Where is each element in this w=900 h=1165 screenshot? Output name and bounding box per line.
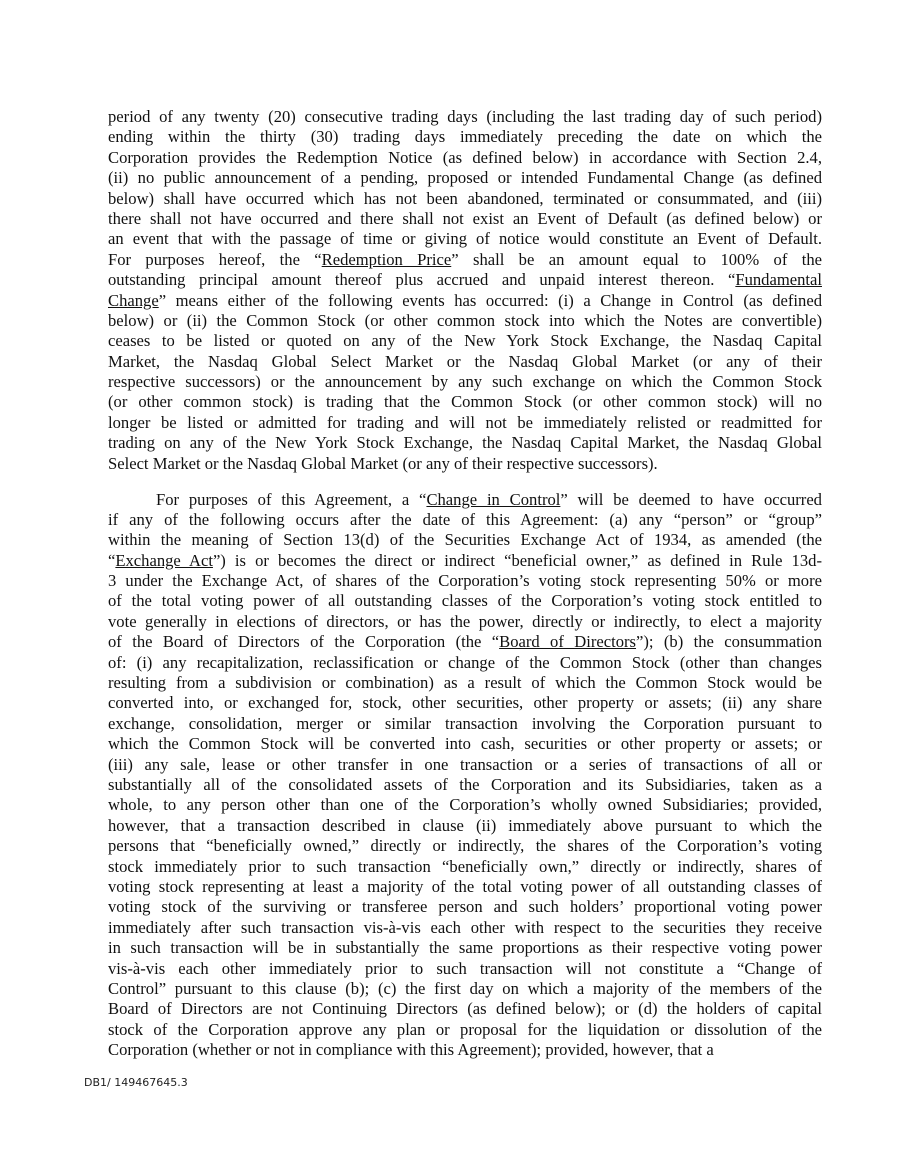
text-line <box>108 510 822 530</box>
text-line <box>108 189 822 209</box>
text-line <box>108 673 822 693</box>
text-line <box>108 897 822 917</box>
text-segment: ceases to be listed or quoted on any of the New York Stock Exchange, the Nasdaq Capital <box>108 331 822 351</box>
text-segment: For purposes of this Agreement, a “ <box>156 489 427 509</box>
text-segment: whole, to any person other than one of the Corporation’s wholly owned Subsidiaries; provided, <box>108 795 822 815</box>
text-segment: immediately after such transaction vis-à-vis each other with respect to the securities they receive <box>108 917 822 937</box>
text-line <box>108 372 822 392</box>
text-line <box>108 209 822 229</box>
text-line <box>108 877 822 897</box>
text-line <box>108 1040 822 1060</box>
text-segment: stock of the Corporation approve any plan or proposal for the liquidation or dissolution of the <box>108 1019 822 1039</box>
text-line <box>108 331 822 351</box>
text-segment: below) or (ii) the Common Stock (or other common stock into which the Notes are convertible) <box>108 310 822 330</box>
text-segment: ”) is or becomes the direct or indirect “beneficial owner,” as defined in Rule 13d- <box>212 550 822 570</box>
text-line <box>108 168 822 188</box>
text-line <box>108 795 822 815</box>
text-segment: ending within the thirty (30) trading days immediately preceding the date on which the <box>108 127 822 147</box>
text-segment: 3 under the Exchange Act, of shares of the Corporation’s voting stock representing 50% or more <box>108 571 822 591</box>
text-segment: “ <box>108 550 116 570</box>
defined-term: Redemption Price <box>321 249 452 269</box>
text-segment: converted into, or exchanged for, stock, other securities, other property or assets; (ii) any share <box>108 693 822 713</box>
text-segment: which the Common Stock will be converted into cash, securities or other property or assets; or <box>108 734 822 754</box>
text-line <box>108 250 822 270</box>
text-segment: ”); (b) the consummation <box>636 632 822 652</box>
defined-term: Exchange Act <box>115 550 213 570</box>
text-segment: if any of the following occurs after the date of this Agreement: (a) any “person” or “group” <box>108 509 822 529</box>
text-segment: longer be listed or admitted for trading and will not be immediately relisted or readmitted for <box>108 412 822 432</box>
text-line <box>108 454 822 474</box>
text-segment: trading on any of the New York Stock Exchange, the Nasdaq Capital Market, the Nasdaq Global <box>108 433 822 453</box>
text-line <box>108 392 822 412</box>
text-line <box>108 999 822 1019</box>
text-line <box>108 490 822 510</box>
text-segment: Board of Directors are not Continuing Directors (as defined below); or (d) the holders of capital <box>108 999 822 1019</box>
text-line <box>108 148 822 168</box>
text-segment: voting stock representing at least a majority of the total voting power of all outstanding classes of <box>108 876 822 896</box>
paragraph <box>108 490 822 1061</box>
text-line <box>108 270 822 290</box>
text-segment: there shall not have occurred and there shall not exist an Event of Default (as defined below) or <box>108 208 822 228</box>
text-segment: vote generally in elections of directors, or has the power, directly or indirectly, to elect a majority <box>108 611 822 631</box>
text-line <box>108 413 822 433</box>
text-line <box>108 693 822 713</box>
text-segment: ” will be deemed to have occurred <box>560 489 822 509</box>
text-line <box>108 591 822 611</box>
text-segment: below) shall have occurred which has not been abandoned, terminated or consummated, and (iii) <box>108 188 822 208</box>
document-id-footer: DB1/ 149467645.3 <box>84 1076 188 1089</box>
text-segment: Corporation provides the Redemption Notice (as defined below) in accordance with Section 2.4, <box>108 147 822 167</box>
text-line <box>108 857 822 877</box>
text-segment: stock immediately prior to such transaction “beneficially own,” directly or indirectly, shares of <box>108 856 822 876</box>
text-segment: (iii) any sale, lease or other transfer in one transaction or a series of transactions of all or <box>108 754 822 774</box>
document-page <box>108 107 822 1076</box>
text-line <box>108 632 822 652</box>
text-segment: vis-à-vis each other immediately prior to such transaction will not constitute a “Change of <box>108 958 822 978</box>
defined-term: Change <box>108 290 159 310</box>
text-line <box>108 714 822 734</box>
text-line <box>108 551 822 571</box>
defined-term: Board of Directors <box>499 632 637 652</box>
paragraph <box>108 107 822 474</box>
text-line <box>108 107 822 127</box>
text-segment: of the total voting power of all outstanding classes of the Corporation’s voting stock entitled to <box>108 591 822 611</box>
text-line <box>108 938 822 958</box>
text-line <box>108 918 822 938</box>
text-line <box>108 734 822 754</box>
text-line <box>108 127 822 147</box>
text-line <box>108 836 822 856</box>
text-line <box>108 291 822 311</box>
text-segment: ” shall be an amount equal to 100% of the <box>451 249 822 269</box>
text-segment: persons that “beneficially owned,” directly or indirectly, the shares of the Corporation’s voting <box>108 836 822 856</box>
text-segment: of: (i) any recapitalization, reclassification or change of the Common Stock (other than changes <box>108 652 822 672</box>
defined-term: Change in Control <box>426 489 561 509</box>
text-line <box>108 352 822 372</box>
text-line <box>108 229 822 249</box>
text-segment: of the Board of Directors of the Corporation (the “ <box>108 632 500 652</box>
text-segment: Select Market or the Nasdaq Global Market (or any of their respective successors). <box>108 453 658 473</box>
text-segment: exchange, consolidation, merger or similar transaction involving the Corporation pursuant to <box>108 713 822 733</box>
text-line <box>108 571 822 591</box>
text-line <box>108 775 822 795</box>
text-line <box>108 612 822 632</box>
defined-term: Fundamental <box>735 270 822 290</box>
text-segment: Corporation (whether or not in compliance with this Agreement); provided, however, that a <box>108 1040 714 1060</box>
text-line <box>108 959 822 979</box>
text-segment: an event that with the passage of time or giving of notice would constitute an Event of Default. <box>108 229 822 249</box>
text-segment: period of any twenty (20) consecutive trading days (including the last trading day of such period) <box>108 107 822 126</box>
text-segment: (or other common stock) is trading that the Common Stock (or other common stock) will no <box>108 392 822 412</box>
text-segment: resulting from a subdivision or combination) as a result of which the Common Stock would be <box>108 673 822 693</box>
text-segment: outstanding principal amount thereof plus accrued and unpaid interest thereon. “ <box>108 270 736 290</box>
text-line <box>108 816 822 836</box>
text-line <box>108 979 822 999</box>
text-segment: Market, the Nasdaq Global Select Market or the Nasdaq Global Market (or any of their <box>108 351 822 371</box>
text-segment: (ii) no public announcement of a pending, proposed or intended Fundamental Change (as defined <box>108 168 822 188</box>
text-segment: in such transaction will be in substantially the same proportions as their respective voting power <box>108 938 822 958</box>
text-segment: within the meaning of Section 13(d) of the Securities Exchange Act of 1934, as amended (the <box>108 530 822 550</box>
text-line <box>108 755 822 775</box>
text-segment: however, that a transaction described in clause (ii) immediately above pursuant to which the <box>108 815 822 835</box>
text-line <box>108 311 822 331</box>
text-segment: Control” pursuant to this clause (b); (c) the first day on which a majority of the members of the <box>108 978 822 998</box>
text-line <box>108 653 822 673</box>
text-segment: respective successors) or the announcement by any such exchange on which the Common Stock <box>108 372 822 392</box>
text-segment: ” means either of the following events has occurred: (i) a Change in Control (as defined <box>158 290 822 310</box>
text-line <box>108 433 822 453</box>
text-segment: For purposes hereof, the “ <box>108 249 322 269</box>
text-segment: substantially all of the consolidated assets of the Corporation and its Subsidiaries, taken as a <box>108 775 822 794</box>
text-line <box>108 1020 822 1040</box>
text-line <box>108 530 822 550</box>
text-segment: voting stock of the surviving or transferee person and such holders’ proportional voting power <box>108 897 822 917</box>
